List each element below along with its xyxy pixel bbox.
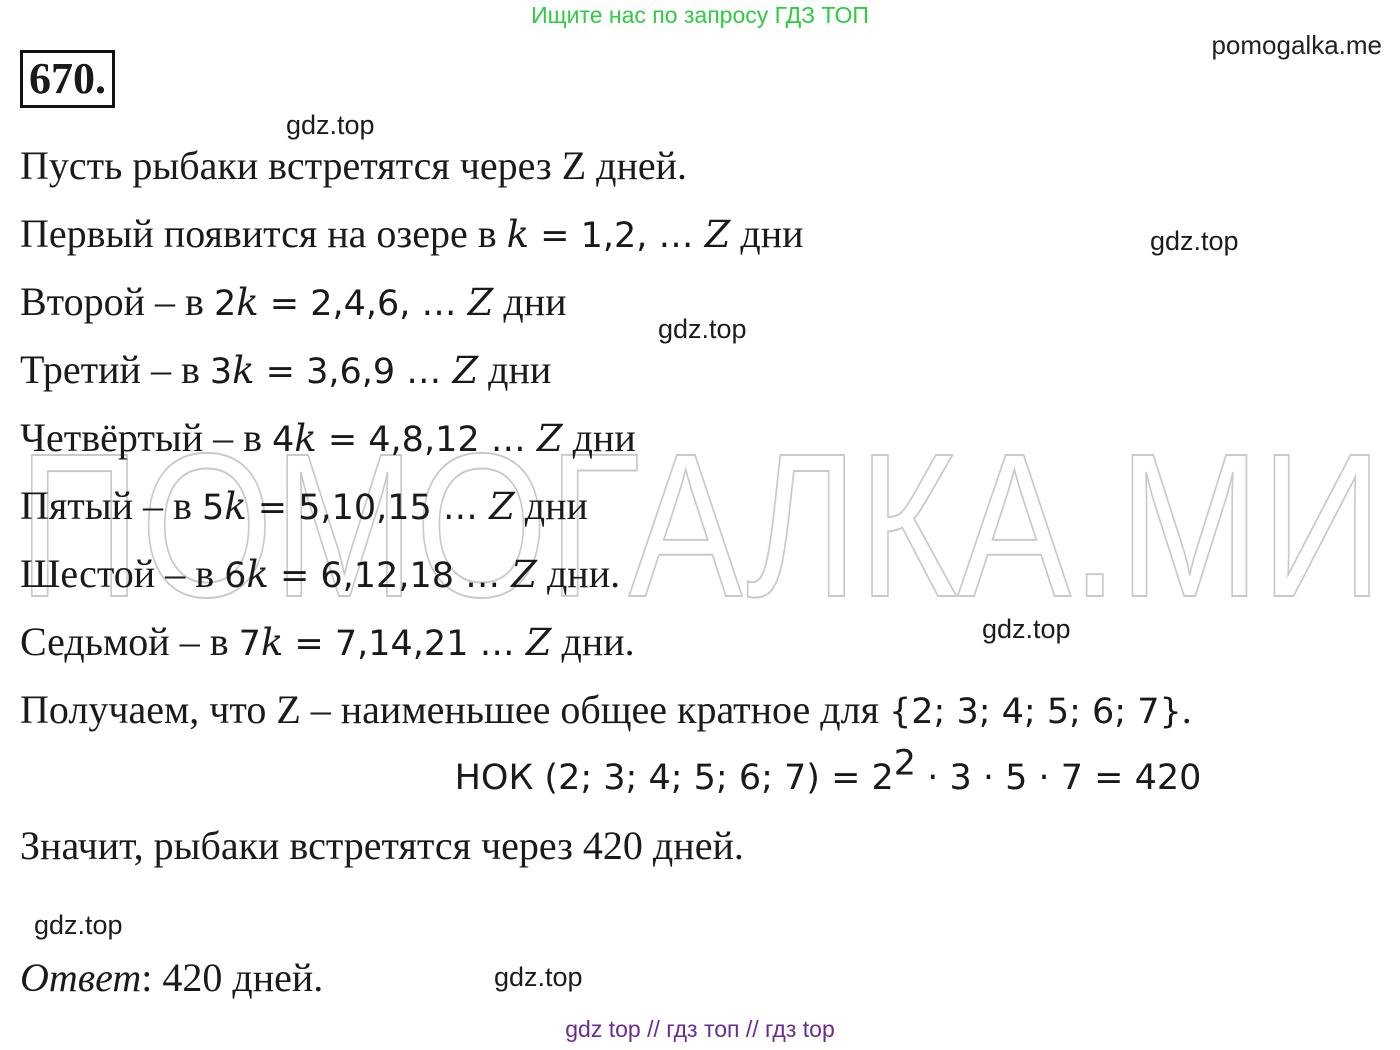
coefficient: 7 — [238, 624, 261, 664]
variable-z: Z — [452, 349, 479, 392]
line-text: Получаем, что Z – наименьшее общее кратное для — [20, 687, 890, 732]
line-prefix: Второй – в — [20, 279, 214, 324]
line-suffix: дни. — [536, 551, 621, 596]
line-prefix: Пятый – в — [20, 483, 202, 528]
solution-line-7 — [20, 550, 620, 597]
variable-k: k — [236, 281, 259, 324]
line-suffix: дни — [478, 347, 552, 392]
site-name[interactable]: pomogalka.me — [1211, 30, 1382, 60]
variable-k: k — [294, 417, 317, 460]
line-prefix: Четвёртый – в — [20, 415, 272, 460]
problem-number: 670. — [20, 50, 115, 108]
line-suffix: дни. — [551, 619, 635, 664]
lcm-prefix: НОК (2; 3; 4; 5; 6; 7) = 2 — [454, 758, 894, 798]
line-suffix: дни — [562, 415, 636, 460]
gdz-watermark: gdz.top — [658, 314, 747, 344]
variable-z: Z — [511, 553, 537, 596]
number-set: {2; 3; 4; 5; 6; 7} — [889, 692, 1182, 732]
solution-line-3 — [20, 278, 567, 325]
sequence: = 1,2, … — [529, 216, 705, 256]
lcm-suffix: · 3 · 5 · 7 = 420 — [916, 758, 1202, 798]
variable-k: k — [260, 621, 284, 664]
variable-z: Z — [489, 485, 515, 528]
line-prefix: Первый появится на озере в — [20, 211, 507, 256]
answer-colon: : — [141, 955, 153, 1000]
solution-line-6 — [20, 482, 588, 529]
variable-k: k — [506, 213, 530, 256]
sequence: = 5,10,15 … — [246, 488, 490, 528]
solution-line-1: Пусть рыбаки встретятся через Z дней. — [20, 143, 688, 188]
answer-value: 420 дней. — [152, 955, 324, 1000]
solution-line-2 — [20, 210, 804, 257]
solution-line-4 — [20, 346, 551, 393]
sequence: = 7,14,21 … — [283, 624, 526, 664]
lcm-exponent: 2 — [893, 743, 917, 784]
variable-z: Z — [704, 213, 731, 256]
coefficient: 3 — [209, 352, 233, 392]
footer-links[interactable]: gdz top // гдз топ // гдз top — [565, 1016, 835, 1042]
variable-z: Z — [536, 417, 563, 460]
solution-line-5 — [20, 414, 636, 461]
gdz-watermark: gdz.top — [1150, 226, 1239, 256]
sequence: = 4,8,12 … — [316, 420, 537, 460]
line-end: . — [1181, 687, 1192, 732]
line-suffix: дни — [493, 279, 567, 324]
lcm-formula — [0, 743, 1400, 799]
solution-line-8 — [20, 618, 635, 665]
sequence: = 3,6,9 … — [254, 352, 453, 392]
gdz-watermark: gdz.top — [34, 910, 123, 940]
gdz-watermark: gdz.top — [494, 962, 583, 992]
variable-z: Z — [525, 621, 552, 664]
line-suffix: дни — [514, 483, 588, 528]
solution-conclusion: Значит, рыбаки встретятся через 420 дней. — [20, 823, 744, 868]
variable-k: k — [232, 349, 255, 392]
variable-k: k — [224, 485, 247, 528]
coefficient: 5 — [201, 488, 225, 528]
sequence: = 6,12,18 … — [268, 556, 512, 596]
coefficient: 2 — [213, 284, 237, 324]
pomogalka-watermark-text: ПОМОГАЛКА.МИ — [18, 428, 1383, 618]
coefficient: 6 — [224, 556, 247, 596]
gdz-watermark: gdz.top — [982, 614, 1071, 644]
gdz-watermark: gdz.top — [286, 110, 375, 140]
answer-label: Ответ — [20, 955, 142, 1000]
solution-line-9 — [20, 686, 1192, 733]
answer-line — [20, 954, 323, 1001]
search-banner[interactable]: Ищите нас по запросу ГДЗ ТОП — [531, 2, 869, 28]
variable-z: Z — [467, 281, 494, 324]
line-prefix: Седьмой – в — [20, 619, 239, 664]
coefficient: 4 — [272, 420, 295, 460]
line-suffix: дни — [730, 211, 804, 256]
sequence: = 2,4,6, … — [258, 284, 468, 324]
line-prefix: Третий – в — [20, 347, 210, 392]
line-prefix: Шестой – в — [20, 551, 225, 596]
variable-k: k — [246, 553, 269, 596]
